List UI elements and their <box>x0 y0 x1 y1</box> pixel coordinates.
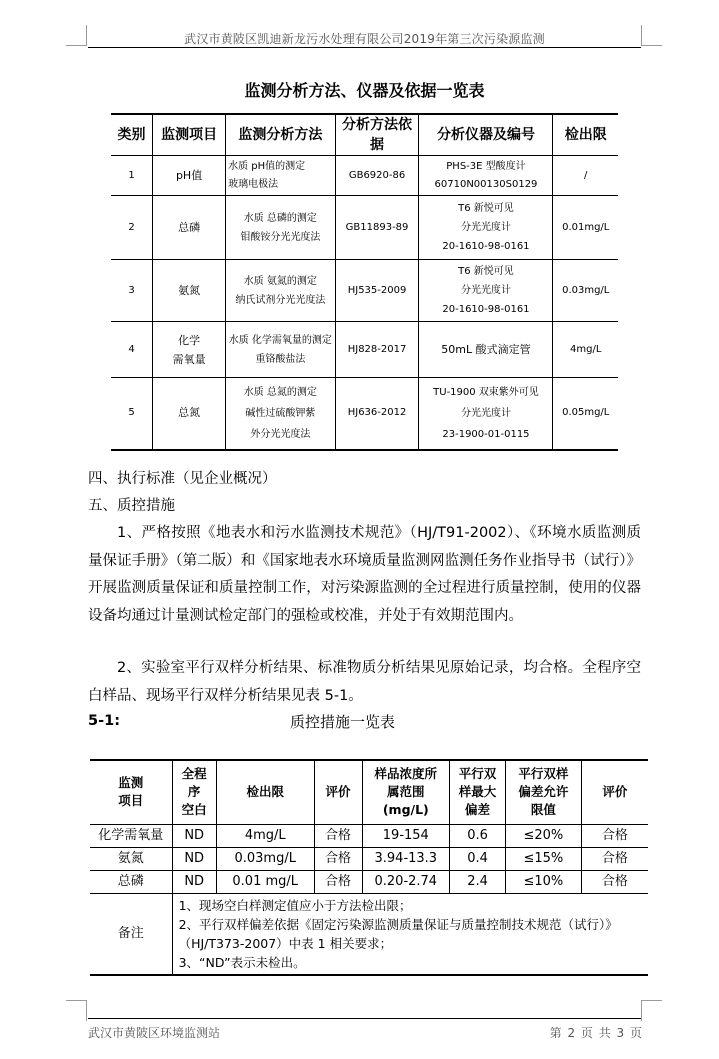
header-line: 空白 <box>181 802 207 818</box>
method-line: 重铬酸盐法 <box>255 353 306 365</box>
note-line: 2、平行双样偏差依据《固定污染源监测质量保证与质量控制技术规范（试行）》（HJ/T373-2007）中表 1 相关要求； <box>178 916 618 951</box>
monitoring-item: 氨氮 <box>90 847 172 870</box>
method-basis: HJ636-2012 <box>335 378 419 450</box>
doc-title: 监测分析方法、仪器及依据一览表 <box>244 81 485 100</box>
blank-evaluation: 合格 <box>314 847 362 870</box>
header-line: 限值 <box>530 802 556 818</box>
instrument-line: 分光光度计 <box>460 222 511 233</box>
concentration-range: 3.94-13.3 <box>362 847 450 870</box>
col-header: 检出限 <box>553 114 618 156</box>
col-header: 监测分析方法 <box>226 114 336 156</box>
blank-evaluation: 合格 <box>314 824 362 847</box>
parallel-evaluation: 合格 <box>581 847 648 870</box>
notes-cell <box>172 893 648 975</box>
method-line: 水质 化学需氧量的测定 <box>228 334 332 346</box>
max-deviation: 2.4 <box>450 870 506 893</box>
detection-limit: 0.01mg/L <box>553 196 618 260</box>
monitoring-item: 氨氮 <box>153 260 226 322</box>
header-line: (mg/L) <box>382 802 429 818</box>
method-cell <box>226 260 336 322</box>
blank-result: ND <box>172 847 216 870</box>
method-table <box>111 113 618 451</box>
instrument-cell <box>419 322 553 378</box>
allowed-deviation: ≤10% <box>505 870 581 893</box>
instrument-line: 23-1900-01-0115 <box>442 428 530 440</box>
row-number: 4 <box>111 322 153 378</box>
row-number: 5 <box>111 378 153 450</box>
item-line: 需氧量 <box>172 352 206 366</box>
instrument-line: 20-1610-98-0161 <box>442 241 530 252</box>
instrument-line: T6 新悦可见 <box>458 266 514 277</box>
table-row <box>90 870 648 893</box>
col-header: 检出限 <box>216 760 314 824</box>
method-line: 钼酸铵分光光度法 <box>240 231 321 243</box>
detection-limit: 4mg/L <box>553 322 618 378</box>
monitoring-item: 总氮 <box>153 378 226 450</box>
notes-label: 备注 <box>90 893 172 975</box>
col-header: 评价 <box>581 760 648 824</box>
header-line: 属范围 <box>387 784 425 800</box>
method-cell <box>226 156 336 196</box>
crop-mark-top-right <box>641 25 662 46</box>
section-4-heading: 四、执行标准（见企业概况） <box>88 471 277 487</box>
header-rule <box>88 47 641 48</box>
col-header: 监测项目 <box>153 114 226 156</box>
max-deviation: 0.4 <box>450 847 506 870</box>
monitoring-item: 总磷 <box>153 196 226 260</box>
method-table-header <box>111 114 618 156</box>
detection-limit: 0.01 mg/L <box>216 870 314 893</box>
instrument-cell <box>419 196 553 260</box>
footer-organization: 武汉市黄陂区环境监测站 <box>88 1026 221 1040</box>
method-line: 玻璃电极法 <box>228 178 279 190</box>
allowed-deviation: ≤20% <box>505 824 581 847</box>
col-header <box>172 760 216 824</box>
blank-evaluation: 合格 <box>314 870 362 893</box>
header-line: 偏差 <box>465 802 491 818</box>
detection-limit: 0.03mg/L <box>553 260 618 322</box>
paragraph-1: 1、严格按照《地表水和污水监测技术规范》（HJ/T91-2002）、《环境水质监测质量保证手册》（第二版）和《国家地表水环境质量监测网监测任务作业指导书（试行）》开展监测质量保证和质量控制工作，对污染源监测的全过程进行质量控制，使用的仪器设备均通过计量测试检定部门的强检或校准，并处于有效期范围内。 <box>88 525 641 624</box>
parallel-evaluation: 合格 <box>581 870 648 893</box>
note-line: 3、“ND”表示未检出。 <box>178 954 306 970</box>
col-header: 分析仪器及编号 <box>419 114 553 156</box>
instrument-line: 分光光度计 <box>460 407 511 419</box>
method-basis: GB11893-89 <box>335 196 419 260</box>
col-header <box>450 760 506 824</box>
table-row <box>111 260 618 322</box>
max-deviation: 0.6 <box>450 824 506 847</box>
table-row <box>90 824 648 847</box>
instrument-cell <box>419 378 553 450</box>
header-line: 项目 <box>118 793 144 809</box>
allowed-deviation: ≤15% <box>505 847 581 870</box>
page-header: 武汉市黄陂区凯迪新龙污水处理有限公司2019年第三次污染源监测 <box>184 32 545 46</box>
method-line: 外分光光度法 <box>250 428 311 440</box>
row-number: 3 <box>111 260 153 322</box>
header-line: 序 <box>187 784 201 800</box>
method-cell <box>226 378 336 450</box>
note-line: 1、现场空白样测定值应小于方法检出限； <box>178 897 412 913</box>
method-line: 碱性过硫酸钾紫 <box>245 407 316 419</box>
section-5-heading: 五、质控措施 <box>88 498 175 514</box>
concentration-range: 19-154 <box>362 824 450 847</box>
monitoring-item: pH值 <box>153 156 226 196</box>
method-cell <box>226 322 336 378</box>
header-line: 偏差允许 <box>518 784 569 800</box>
crop-mark-bottom-left <box>66 1000 87 1021</box>
instrument-line: 60710N00130S0129 <box>434 178 538 190</box>
footer-rule <box>88 1018 641 1019</box>
table-row <box>111 378 618 450</box>
item-line: 化学 <box>178 333 201 347</box>
instrument-line: T6 新悦可见 <box>458 203 514 214</box>
detection-limit: 0.05mg/L <box>553 378 618 450</box>
col-header: 分析方法依据 <box>335 114 419 156</box>
method-cell <box>226 196 336 260</box>
method-basis: GB6920-86 <box>335 156 419 196</box>
crop-mark-bottom-right <box>641 1000 662 1021</box>
col-header <box>362 760 450 824</box>
table-row <box>111 156 618 196</box>
parallel-evaluation: 合格 <box>581 824 648 847</box>
instrument-line: 20-1610-98-0161 <box>442 304 530 315</box>
method-line: 水质 pH值的测定 <box>228 160 306 172</box>
row-number: 2 <box>111 196 153 260</box>
instrument-cell <box>419 156 553 196</box>
header-line: 监测 <box>118 775 144 791</box>
qc-table-header <box>90 760 648 824</box>
table-label: 5-1: <box>88 713 120 729</box>
instrument-line: 50mL 酸式滴定管 <box>441 342 531 356</box>
instrument-line: TU-1900 双束紫外可见 <box>433 386 539 398</box>
row-number: 1 <box>111 156 153 196</box>
crop-mark-top-left <box>66 25 87 46</box>
col-header: 评价 <box>314 760 362 824</box>
table-row <box>111 322 618 378</box>
col-header <box>505 760 581 824</box>
method-line: 纳氏试剂分光光度法 <box>235 294 326 306</box>
header-line: 全程 <box>181 766 207 782</box>
monitoring-item: 化学需氧量 <box>90 824 172 847</box>
header-line: 样最大 <box>458 784 497 800</box>
concentration-range: 0.20-2.74 <box>362 870 450 893</box>
paragraph-2: 2、实验室平行双样分析结果、标准物质分析结果见原始记录，均合格。全程序空白样品、现场平行双样分析结果见表 5-1。 <box>88 660 641 704</box>
method-line: 水质 氨氮的测定 <box>243 275 317 287</box>
blank-result: ND <box>172 824 216 847</box>
method-basis: HJ535-2009 <box>335 260 419 322</box>
monitoring-item: 总磷 <box>90 870 172 893</box>
col-header: 类别 <box>111 114 153 156</box>
method-line: 水质 总磷的测定 <box>243 212 317 224</box>
method-basis: HJ828-2017 <box>335 322 419 378</box>
instrument-cell <box>419 260 553 322</box>
detection-limit: 4mg/L <box>216 824 314 847</box>
header-line: 平行双 <box>458 766 497 782</box>
method-line: 水质 总氮的测定 <box>243 386 317 398</box>
monitoring-item <box>153 322 226 378</box>
table-row <box>111 196 618 260</box>
header-line: 平行双样 <box>518 766 569 782</box>
instrument-line: PHS-3E 型酸度计 <box>446 160 526 172</box>
detection-limit: 0.03mg/L <box>216 847 314 870</box>
table-title: 质控措施一览表 <box>290 713 396 731</box>
instrument-line: 分光光度计 <box>460 285 511 296</box>
page-number: 第 2 页 共 3 页 <box>549 1026 643 1040</box>
col-header <box>90 760 172 824</box>
table-row <box>90 847 648 870</box>
detection-limit: / <box>553 156 618 196</box>
blank-result: ND <box>172 870 216 893</box>
header-line: 样品浓度所 <box>374 766 438 782</box>
notes-row <box>90 893 648 975</box>
qc-table <box>90 759 648 976</box>
